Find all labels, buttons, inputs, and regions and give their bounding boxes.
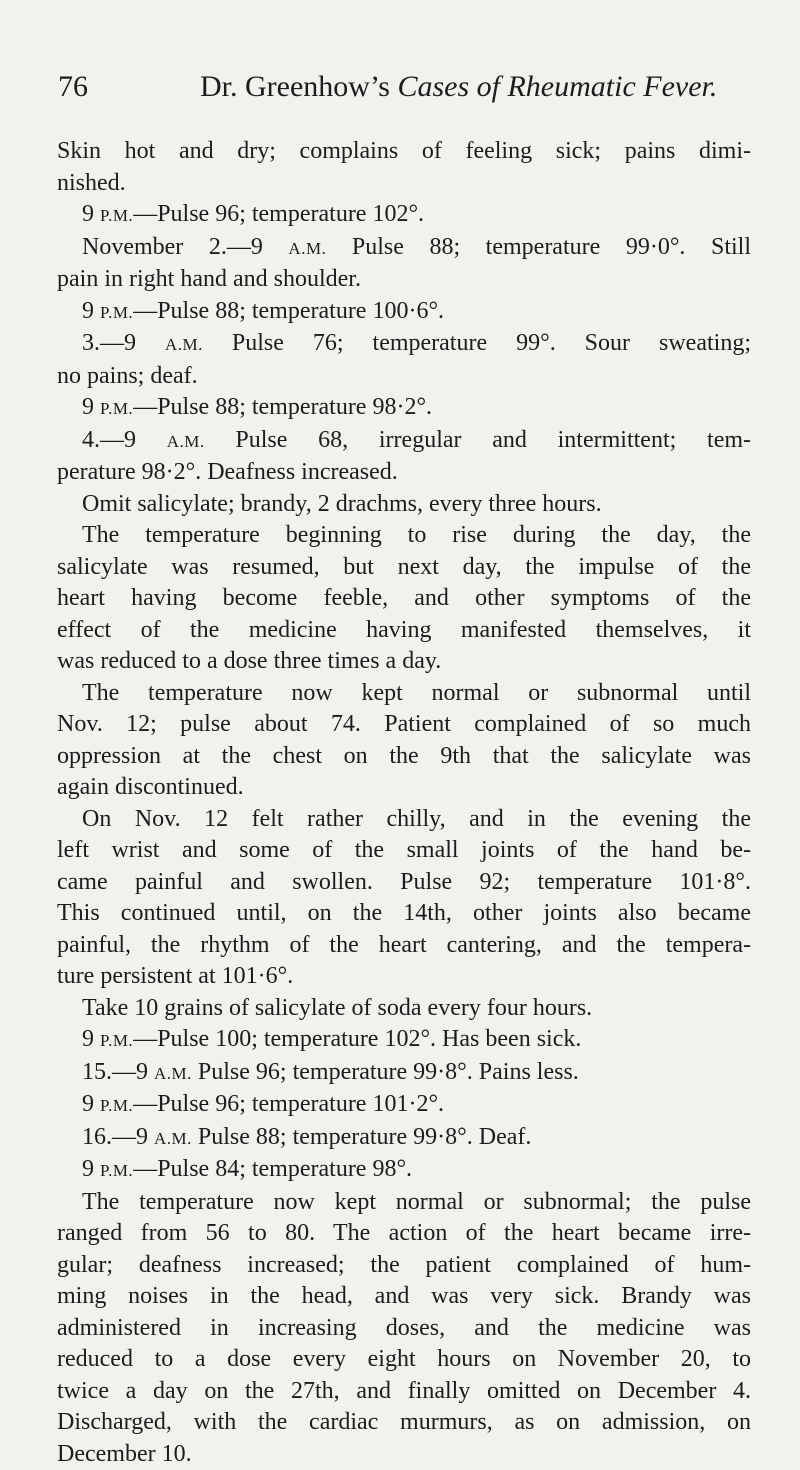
- text-line-content: came painful and swollen. Pulse 92; temperature 101·8°.: [57, 869, 751, 895]
- text-line: [57, 232, 751, 265]
- text-line-content: Skin hot and dry; complains of feeling sick; pains dimi-: [57, 138, 751, 164]
- text-line-lead: 9: [82, 1026, 100, 1052]
- text-line: [57, 709, 751, 741]
- text-line-content: The temperature beginning to rise during the day, the: [82, 522, 751, 548]
- time-of-day: A.M.: [167, 432, 205, 451]
- text-line-content: perature 98·2°. Deafness increased.: [57, 459, 398, 485]
- text-line: [57, 741, 751, 773]
- text-line: [57, 993, 751, 1025]
- text-line: [57, 1281, 751, 1313]
- text-line-content: Pulse 88; temperature 99·0°. Still: [326, 234, 751, 260]
- text-line-lead: 16.—9: [82, 1124, 154, 1150]
- running-title-author: Dr. Greenhow’s: [200, 70, 390, 103]
- text-line: [57, 583, 751, 615]
- text-line-content: —Pulse 88; temperature 100·6°.: [133, 298, 444, 324]
- text-line-content: —Pulse 100; temperature 102°. Has been sick.: [133, 1026, 581, 1052]
- text-line: [57, 136, 751, 168]
- text-line: [57, 615, 751, 647]
- text-line-lead: 9: [82, 298, 100, 324]
- text-line-content: —Pulse 96; temperature 101·2°.: [133, 1091, 444, 1117]
- text-line: [57, 168, 751, 200]
- text-line-content: twice a day on the 27th, and finally omitted on December 4.: [57, 1378, 751, 1404]
- text-line-lead: 9: [82, 1156, 100, 1182]
- text-line: [57, 867, 751, 899]
- text-line: [57, 646, 751, 678]
- text-line: [57, 1057, 751, 1090]
- running-header: [40, 70, 760, 110]
- text-line: [57, 930, 751, 962]
- text-line-content: The temperature now kept normal or subnormal until: [82, 680, 751, 706]
- text-line: [57, 1344, 751, 1376]
- text-line-content: ranged from 56 to 80. The action of the heart became irre-: [57, 1220, 751, 1246]
- text-line-content: nished.: [57, 170, 126, 196]
- running-title-italic: Cases of Rheumatic Fever.: [397, 70, 717, 103]
- text-line-content: —Pulse 96; temperature 102°.: [133, 201, 424, 227]
- text-line: [57, 1439, 751, 1470]
- text-line-content: again discontinued.: [57, 774, 244, 800]
- text-line: [57, 296, 751, 329]
- time-of-day: P.M.: [100, 303, 133, 322]
- text-line-content: On Nov. 12 felt rather chilly, and in the evening the: [82, 806, 751, 832]
- body-text: [57, 136, 751, 1470]
- text-line-lead: 4.—9: [82, 427, 167, 453]
- running-title: [200, 70, 717, 104]
- text-line-content: reduced to a dose every eight hours on November 20, to: [57, 1346, 751, 1372]
- text-line-content: Nov. 12; pulse about 74. Patient complained of so much: [57, 711, 751, 737]
- text-line-content: salicylate was resumed, but next day, the impulse of the: [57, 554, 751, 580]
- text-line-lead: 9: [82, 394, 100, 420]
- text-line-content: pain in right hand and shoulder.: [57, 266, 361, 292]
- text-line-lead: 9: [82, 201, 100, 227]
- text-line: [57, 361, 751, 393]
- text-line: [57, 961, 751, 993]
- text-line-content: gular; deafness increased; the patient complained of hum-: [57, 1252, 751, 1278]
- text-line-content: —Pulse 88; temperature 98·2°.: [133, 394, 432, 420]
- text-line: [57, 804, 751, 836]
- time-of-day: A.M.: [165, 335, 203, 354]
- text-line-content: was reduced to a dose three times a day.: [57, 648, 441, 674]
- text-line-content: no pains; deaf.: [57, 363, 198, 389]
- text-line-content: The temperature now kept normal or subnormal; the pulse: [82, 1189, 751, 1215]
- time-of-day: P.M.: [100, 399, 133, 418]
- text-line: [57, 457, 751, 489]
- text-line-lead: 9: [82, 1091, 100, 1117]
- text-line-content: Discharged, with the cardiac murmurs, as on admission, on: [57, 1409, 751, 1435]
- text-line-content: painful, the rhythm of the heart cantering, and the tempera-: [57, 932, 751, 958]
- text-line-content: ture persistent at 101·6°.: [57, 963, 293, 989]
- text-line: [57, 678, 751, 710]
- text-line: [57, 392, 751, 425]
- text-line: [57, 772, 751, 804]
- text-line: [57, 898, 751, 930]
- text-line: [57, 1250, 751, 1282]
- text-line-content: This continued until, on the 14th, other joints also became: [57, 900, 751, 926]
- time-of-day: A.M.: [154, 1129, 192, 1148]
- text-line-content: Omit salicylate; brandy, 2 drachms, every three hours.: [82, 491, 602, 517]
- page-number: 76: [58, 70, 88, 104]
- text-line: [57, 835, 751, 867]
- text-line: [57, 1154, 751, 1187]
- text-line: [57, 1024, 751, 1057]
- text-line: [57, 425, 751, 458]
- text-line-content: oppression at the chest on the 9th that the salicylate was: [57, 743, 751, 769]
- text-line: [57, 328, 751, 361]
- text-line-lead: November 2.—9: [82, 234, 288, 260]
- text-line-content: Pulse 96; temperature 99·8°. Pains less.: [192, 1059, 579, 1085]
- text-line: [57, 1407, 751, 1439]
- text-line-content: Pulse 88; temperature 99·8°. Deaf.: [192, 1124, 532, 1150]
- text-line-content: Take 10 grains of salicylate of soda every four hours.: [82, 995, 592, 1021]
- text-line: [57, 199, 751, 232]
- text-line-content: —Pulse 84; temperature 98°.: [133, 1156, 412, 1182]
- text-line: [57, 1218, 751, 1250]
- text-line: [57, 489, 751, 521]
- time-of-day: A.M.: [154, 1064, 192, 1083]
- text-line-content: Pulse 68, irregular and intermittent; tem-: [205, 427, 751, 453]
- text-line: [57, 1089, 751, 1122]
- text-line-lead: 3.—9: [82, 330, 165, 356]
- text-line-content: Pulse 76; temperature 99°. Sour sweating;: [203, 330, 751, 356]
- text-line-lead: 15.—9: [82, 1059, 154, 1085]
- time-of-day: P.M.: [100, 1096, 133, 1115]
- text-line: [57, 1376, 751, 1408]
- text-line-content: ming noises in the head, and was very sick. Brandy was: [57, 1283, 751, 1309]
- text-line-content: administered in increasing doses, and the medicine was: [57, 1315, 751, 1341]
- time-of-day: P.M.: [100, 1161, 133, 1180]
- time-of-day: A.M.: [288, 239, 326, 258]
- text-line-content: effect of the medicine having manifested themselves, it: [57, 617, 751, 643]
- text-line: [57, 520, 751, 552]
- text-line-content: December 10.: [57, 1441, 192, 1467]
- time-of-day: P.M.: [100, 1031, 133, 1050]
- text-line-content: left wrist and some of the small joints of the hand be-: [57, 837, 751, 863]
- text-line: [57, 264, 751, 296]
- time-of-day: P.M.: [100, 206, 133, 225]
- text-line: [57, 552, 751, 584]
- text-line: [57, 1122, 751, 1155]
- text-line-content: heart having become feeble, and other symptoms of the: [57, 585, 751, 611]
- text-line: [57, 1313, 751, 1345]
- text-line: [57, 1187, 751, 1219]
